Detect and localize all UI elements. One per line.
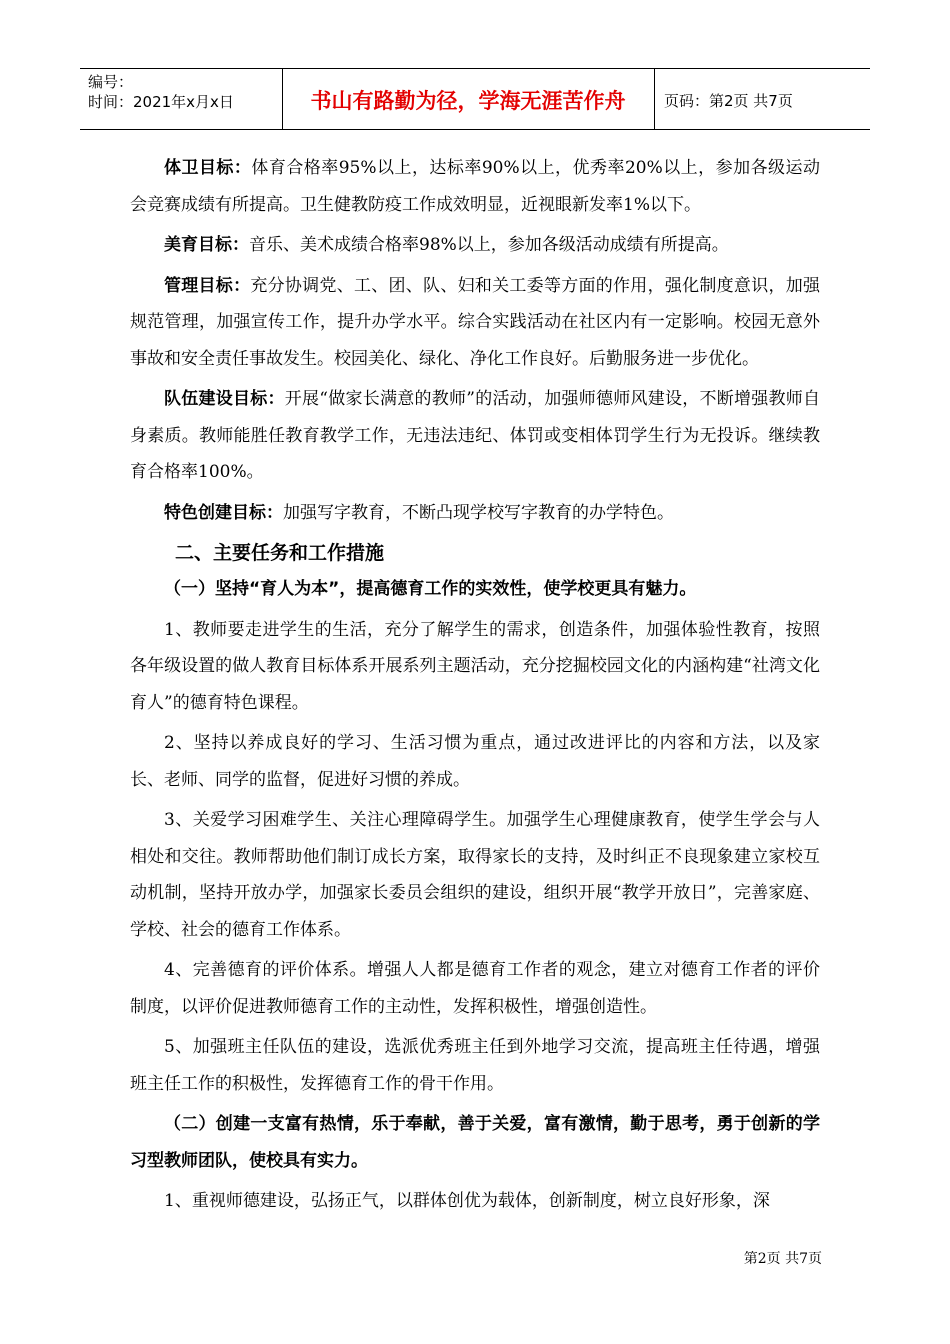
doc-date-label: 时间：2021年x月x日: [88, 93, 234, 111]
header-page-number: 页码：第2页 共7页: [664, 92, 793, 110]
header-motto: 书山有路勤为径，学海无涯苦作舟: [310, 89, 626, 113]
header-info-cell: [80, 69, 283, 129]
subsection-heading: （一）坚持“育人为本”，提高德育工作的实效性，使学校更具有魅力。: [164, 579, 697, 599]
goal-text: 开展“做家长满意的教师”的活动，加强师德师风建设，不断增强教师自身素质。教师能胜任教育教学工作，无违法违纪、体罚或变相体罚学生行为无投诉。继续教育合格率100%。: [130, 389, 821, 482]
goal-label: 队伍建设目标：: [164, 389, 285, 409]
header-motto-cell: [282, 69, 655, 129]
header-page-cell: [654, 69, 870, 129]
goal-paragraph-sports: [130, 150, 820, 223]
goal-text: 加强写字教育，不断凸现学校写字教育的办学特色。: [283, 502, 674, 523]
goal-label: 管理目标：: [164, 275, 251, 296]
doc-number-label: 编号：: [88, 73, 134, 91]
list-item: 3、关爱学习困难学生、关注心理障碍学生。加强学生心理健康教育，使学生学会与人相处和交往。教师帮助他们制订成长方案，取得家长的支持，及时纠正不良现象建立家校互动机制，坚持开放办学，加强家长委员会组织的建设，组织开展“教学开放日”，完善家庭、学校、社会的德育工作体系。: [130, 810, 820, 940]
goal-text: 体育合格率95%以上，达标率90%以上，优秀率20%以上，参加各级运动会竞赛成绩有所提高。卫生健教防疫工作成效明显，近视眼新发率1%以下。: [130, 158, 821, 215]
list-item: 2、坚持以养成良好的学习、生活习惯为重点，通过改进评比的内容和方法，以及家长、老师、同学的监督，促进好习惯的养成。: [130, 733, 820, 790]
goal-paragraph-feature: [130, 495, 820, 532]
goal-label: 美育目标：: [164, 235, 249, 255]
goal-paragraph-management: [130, 268, 820, 378]
section-heading: 二、主要任务和工作措施: [175, 542, 385, 564]
goal-label: 特色创建目标：: [164, 502, 283, 523]
page-header: [80, 68, 870, 130]
document-body: [130, 150, 820, 1224]
subsection-heading: （二）创建一支富有热情，乐于奉献，善于关爱，富有激情，勤于思考，勇于创新的学习型教师团队，使校具有实力。: [130, 1114, 820, 1171]
page-footer: 第2页 共7页: [743, 1251, 822, 1267]
list-item: 1、教师要走进学生的生活，充分了解学生的需求，创造条件，加强体验性教育，按照各年级设置的做人教育目标体系开展系列主题活动，充分挖掘校园文化的内涵构建“社湾文化育人”的德育特色课程。: [130, 619, 820, 713]
list-item: 4、完善德育的评价体系。增强人人都是德育工作者的观念，建立对德育工作者的评价制度，以评价促进教师德育工作的主动性，发挥积极性，增强创造性。: [130, 960, 820, 1017]
goal-paragraph-staff: [130, 381, 820, 491]
goal-text: 音乐、美术成绩合格率98%以上，参加各级活动成绩有所提高。: [249, 235, 729, 255]
goal-text: 充分协调党、工、团、队、妇和关工委等方面的作用，强化制度意识，加强规范管理，加强宣传工作，提升办学水平。综合实践活动在社区内有一定影响。校园无意外事故和安全责任事故发生。校园美化、绿化、净化工作良好。后勤服务进一步优化。: [130, 275, 821, 369]
list-item: 1、重视师德建设，弘扬正气，以群体创优为载体，创新制度，树立良好形象，深: [164, 1191, 770, 1211]
list-item: 5、加强班主任队伍的建设，选派优秀班主任到外地学习交流，提高班主任待遇，增强班主任工作的积极性，发挥德育工作的骨干作用。: [130, 1037, 820, 1094]
goal-paragraph-arts: [130, 227, 820, 264]
goal-label: 体卫目标：: [164, 158, 252, 178]
